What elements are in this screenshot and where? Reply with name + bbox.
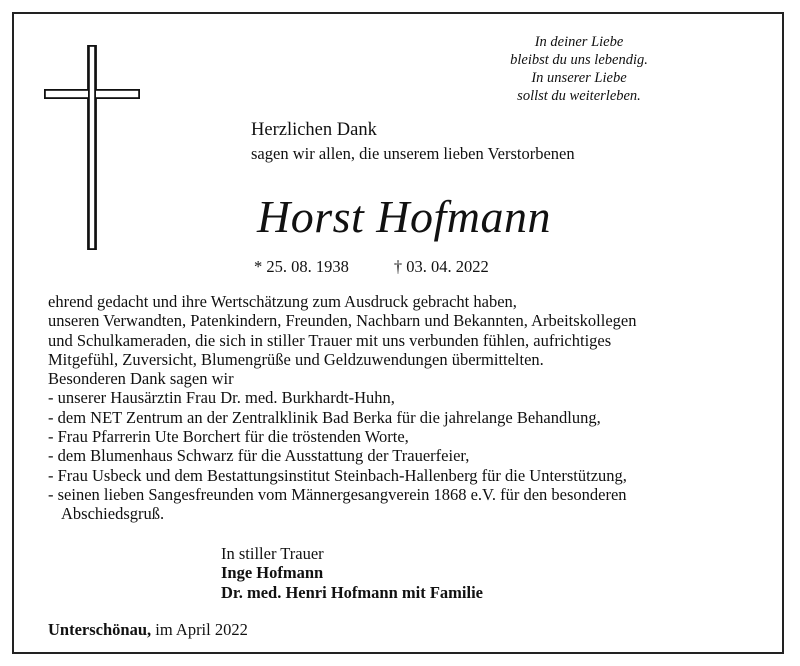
thanks-body <box>48 292 768 524</box>
poem-line: sollst du weiterleben. <box>517 88 641 104</box>
body-line: ehrend gedacht und ihre Wertschätzung zum Ausdruck gebracht haben, <box>48 292 517 311</box>
list-item: - seinen lieben Sangesfreunden vom Männergesangverein 1868 e.V. für den besonderen <box>48 484 627 504</box>
list-item: - Frau Pfarrerin Ute Borchert für die tröstenden Worte, <box>48 427 409 447</box>
mourner-name: Dr. med. Henri Hofmann mit Familie <box>221 582 483 602</box>
poem <box>454 33 704 105</box>
mourner-name: Inge Hofmann <box>221 563 324 583</box>
thanks-subtitle: sagen wir allen, die unserem lieben Verstorbenen <box>251 144 575 163</box>
special-thanks-intro: Besonderen Dank sagen wir <box>48 369 234 389</box>
list-item: - dem Blumenhaus Schwarz für die Ausstattung der Trauerfeier, <box>48 446 470 466</box>
continuation-text: Abschiedsgruß. <box>61 504 165 524</box>
birth-date: * 25. 08. 1938 <box>254 257 349 276</box>
closing <box>221 544 483 602</box>
thanks-title: Herzlichen Dank <box>251 120 377 140</box>
list-item: - dem NET Zentrum an der Zentralklinik Bad Berka für die jahrelange Behandlung, <box>48 407 601 427</box>
poem-line: In unserer Liebe <box>531 70 627 86</box>
date: im April 2022 <box>155 620 248 639</box>
list-item: - unserer Hausärztin Frau Dr. med. Burkhardt-Huhn, <box>48 388 395 408</box>
body-line: unseren Verwandten, Patenkindern, Freunden, Nachbarn und Bekannten, Arbeitskollegen <box>48 311 637 331</box>
body-line: und Schulkameraden, die sich in stiller Trauer mit uns verbunden fühlen, aufrichtiges <box>48 330 612 350</box>
poem-line: bleibst du uns lebendig. <box>510 52 648 68</box>
death-date: † 03. 04. 2022 <box>393 257 489 276</box>
list-item-continuation <box>48 504 768 523</box>
poem-line: In deiner Liebe <box>534 34 624 50</box>
body-line: Mitgefühl, Zuversicht, Blumengrüße und Geldzuwendungen übermittelten. <box>48 349 544 369</box>
closing-intro: In stiller Trauer <box>221 544 324 563</box>
place: Unterschönau, <box>48 620 152 639</box>
deceased-name: Horst Hofmann <box>257 191 552 242</box>
special-thanks-list <box>48 388 768 523</box>
life-dates <box>254 257 489 277</box>
obituary-card <box>12 12 784 654</box>
place-date <box>48 620 248 640</box>
list-item: - Frau Usbeck und dem Bestattungsinstitut Steinbach-Hallenberg für die Unterstützung, <box>48 465 627 485</box>
cross-post-graphic <box>88 45 96 250</box>
